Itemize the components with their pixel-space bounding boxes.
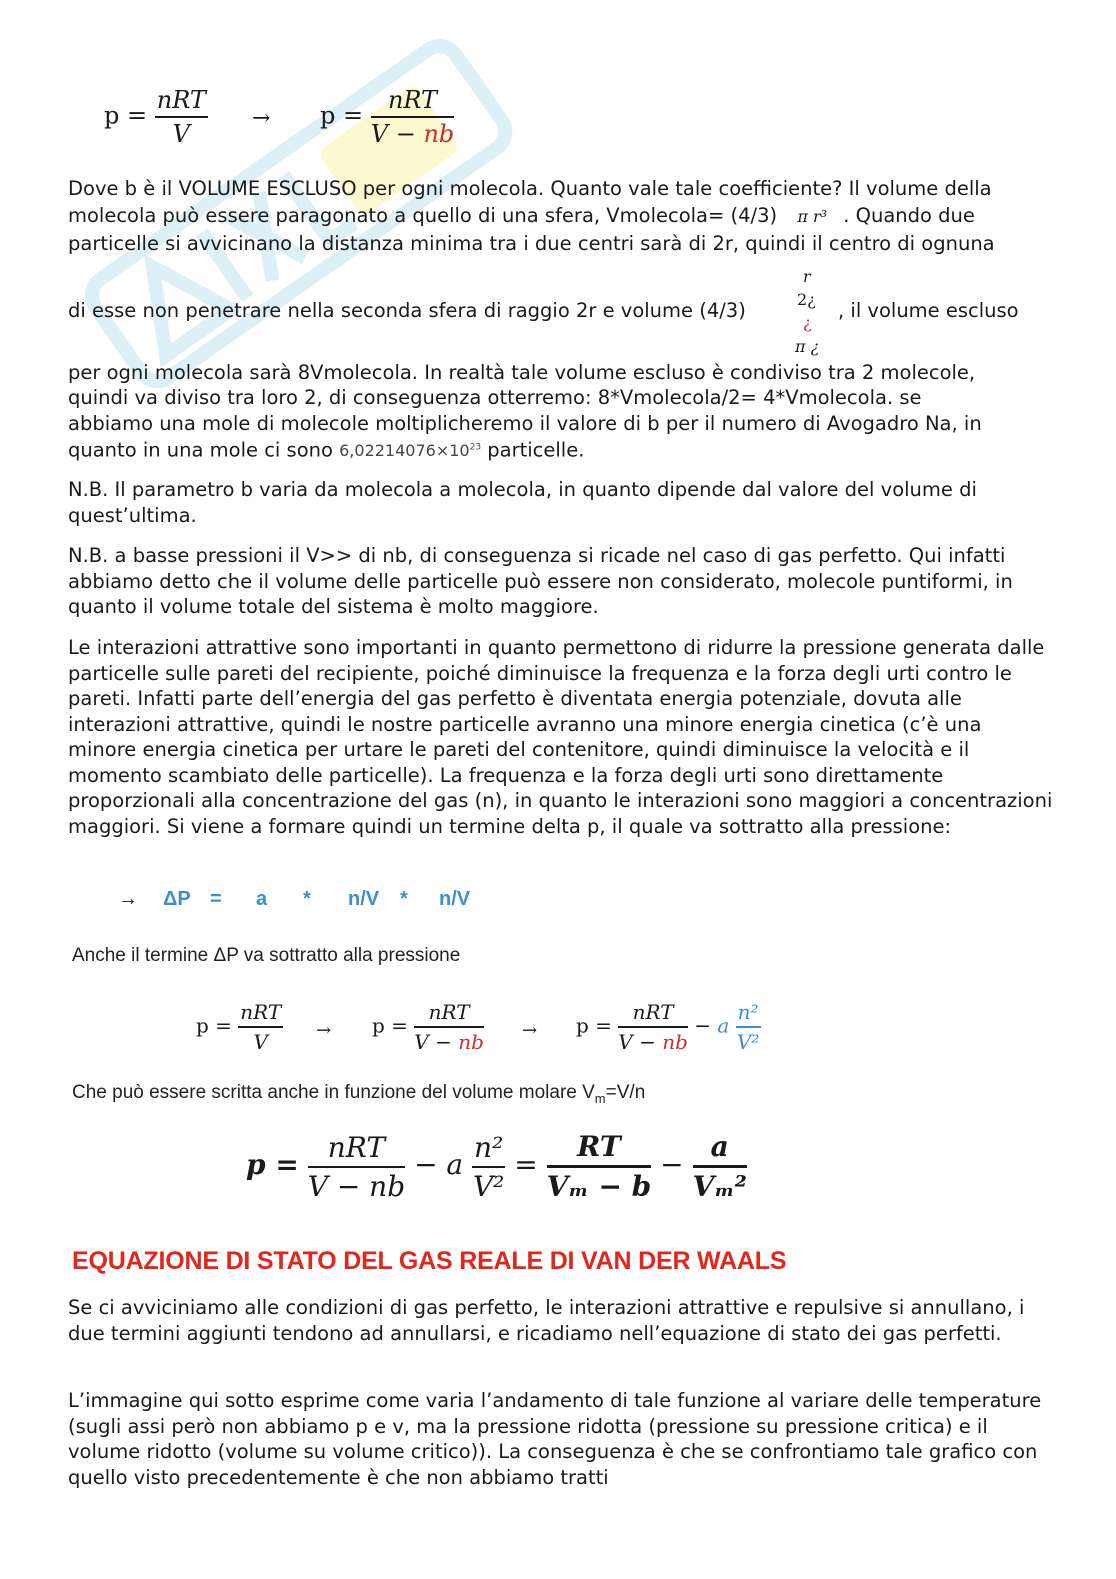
fraction	[693, 1130, 747, 1203]
formula-lhs: p =	[246, 1148, 299, 1181]
equals: =	[210, 888, 222, 910]
numerator: nRT	[371, 86, 455, 118]
denominator: V²	[736, 1030, 760, 1054]
caption-delta-p: Anche il termine ΔP va sottratto alla pressione	[72, 945, 461, 966]
den-part: V −	[414, 1030, 459, 1054]
den-nb: nb	[458, 1030, 484, 1054]
section-heading: EQUAZIONE DI STATO DEL GAS REALE DI VAN DER WAALS	[72, 1247, 787, 1275]
denominator: Vₘ − b	[546, 1170, 652, 1203]
text: di esse non penetrare nella seconda sfera di raggio 2r e volume (4/3)	[68, 299, 746, 322]
subscript: m	[594, 1090, 606, 1106]
paragraph-excluded-volume-line1: Dove b è il VOLUME ESCLUSO per ogni molecola. Quanto vale tale coefficiente? Il volume della	[68, 177, 992, 200]
arrow-icon: →	[252, 106, 271, 131]
denominator	[371, 118, 455, 148]
formula-lhs: p =	[576, 1013, 612, 1038]
fraction	[547, 1130, 652, 1203]
numerator: nRT	[238, 1000, 283, 1028]
minus: −	[660, 1148, 684, 1181]
formula-excluded	[372, 1000, 484, 1054]
formula-ideal-to-excluded	[104, 86, 208, 148]
paragraph-attractive-interactions: Le interazioni attrattive sono importanti in quanto permettono di ridurre la pressione generata dalle particelle sulle pareti del recipiente, poiché diminuisce la frequenza e la forza degli urti contro le pareti. Infatti parte dell’energia del gas perfetto è diventata energia potenziale, dovuta alle interazioni attrattive, quindi le nostre particelle avranno una minore energia cinetica (c’è una minore energia cinetica per urtare le pareti del contenitore, quindi diminuisce la velocità e il momento scambiato delle particelle). La frequenza e la forza degli urti sono direttamente proporzionali alla concentrazione del gas (n), in quanto le interazioni sono maggiori a concentrazioni maggiori. Si viene a formare quindi un termine delta p, il quale va sottratto alla pressione:	[68, 636, 1053, 838]
numerator: a	[693, 1130, 747, 1168]
text: quanto in una mole ci sono	[68, 438, 333, 462]
arrow-icon: →	[522, 1020, 538, 1041]
caption-molar-volume	[72, 1082, 645, 1106]
numerator: n²	[472, 1131, 505, 1168]
paragraph-excluded-volume-line4b: , il volume escluso	[838, 299, 1019, 322]
nb-note-2: N.B. a basse pressioni il V>> di nb, di conseguenza si ricade nel caso di gas perfetto. Qui infatti abbiamo detto che il volume delle particelle può essere non considerato, molecole puntiformi, in quanto il volume totale del sistema è molto maggiore.	[68, 544, 1013, 618]
fraction	[238, 1000, 283, 1054]
denominator: V	[172, 120, 190, 148]
formula-ideal	[196, 1000, 283, 1054]
den-part: V −	[618, 1030, 663, 1054]
sphere-volume-math: π r³	[797, 207, 828, 226]
numerator: nRT	[308, 1131, 405, 1168]
minus-a: − a	[414, 1148, 464, 1181]
glitch-q: ¿	[803, 313, 812, 332]
den-part: V −	[370, 120, 424, 148]
text: particelle.	[487, 438, 585, 462]
multiply: *	[303, 888, 311, 910]
fraction	[472, 1131, 505, 1203]
text: =V/n	[605, 1082, 646, 1103]
numerator: nRT	[414, 1000, 484, 1028]
formula-lhs: p =	[196, 1013, 232, 1038]
arrow-icon: →	[118, 888, 138, 910]
formula-lhs: p =	[320, 101, 364, 130]
equals: =	[514, 1148, 538, 1181]
delta-p: ΔP	[163, 888, 191, 910]
avogadro-exponent: 23	[469, 443, 482, 453]
den-nb: nb	[423, 120, 455, 148]
formula-excluded-volume	[320, 86, 454, 148]
glitch-pi: π ¿	[795, 337, 820, 356]
denominator	[414, 1028, 484, 1054]
denominator: V²	[472, 1169, 505, 1203]
text: Che può essere scritta anche in funzione del volume molare V	[72, 1082, 595, 1103]
fraction	[308, 1131, 405, 1203]
fraction	[155, 86, 208, 148]
multiply: *	[400, 888, 408, 910]
formula-lhs: p =	[104, 101, 148, 130]
paragraph-ideal-limit: Se ci avviciniamo alle condizioni di gas perfetto, le interazioni attrattive e repulsive si annullano, i due termini aggiunti tendono ad annullarsi, e ricadiamo nell’equazione di stato dei gas perfetti.	[68, 1296, 1025, 1345]
denominator: V − nb	[307, 1169, 406, 1203]
fraction	[414, 1000, 484, 1054]
glitch-2	[797, 290, 816, 309]
denominator: Vₘ²	[692, 1170, 747, 1203]
concentration: n/V	[439, 888, 471, 910]
avogadro-mantissa: 6,02214076×10	[339, 441, 470, 461]
denominator: V	[253, 1030, 268, 1054]
paragraph-excluded-volume-line8	[68, 436, 1053, 464]
paragraph-excluded-volume-line7: abbiamo una mole di molecole moltiplicheremo il valore di b per il numero di Avogadro Na, in	[68, 412, 982, 435]
formula-van-der-waals-full	[246, 1130, 747, 1203]
formula-lhs: p =	[372, 1013, 408, 1038]
fraction	[618, 1000, 688, 1054]
paragraph-excluded-volume-line3: particelle si avvicinano la distanza minima tra i due centri sarà di 2r, quindi il centro di ognuna	[68, 232, 995, 255]
nb-note-1: N.B. Il parametro b varia da molecola a molecola, in quanto dipende dal valore del volume di quest’ultima.	[68, 478, 977, 527]
text: molecola può essere paragonato a quello di una sfera, Vmolecola= (4/3)	[68, 204, 778, 227]
avogadro-number	[339, 441, 481, 460]
formula-van-der-waals-n	[576, 1000, 761, 1054]
concentration: n/V	[348, 888, 380, 910]
paragraph-excluded-volume-line5: per ogni molecola sarà 8Vmolecola. In realtà tale volume escluso è condiviso tra 2 molecole,	[68, 361, 976, 384]
fraction	[371, 86, 455, 148]
den-nb: nb	[662, 1030, 688, 1054]
arrow-icon: →	[316, 1020, 332, 1041]
paragraph-excluded-volume-line6: quindi va diviso tra loro 2, di conseguenza otterremo: 8*Vmolecola/2= 4*Vmolecola. se	[68, 386, 922, 409]
numerator: nRT	[618, 1000, 688, 1028]
coefficient-a: a	[717, 1013, 730, 1038]
paragraph-excluded-volume-line2	[68, 203, 1053, 230]
glitch-r: r	[803, 267, 811, 286]
minus: −	[694, 1013, 712, 1038]
text: . Quando due	[843, 204, 975, 227]
fraction	[736, 1000, 761, 1054]
numerator: nRT	[155, 86, 208, 118]
numerator: RT	[547, 1130, 652, 1168]
glitch-text: 2¿	[797, 290, 816, 309]
numerator: n²	[736, 1000, 761, 1028]
coefficient-a: a	[256, 888, 268, 910]
paragraph-reduced-variables: L’immagine qui sotto esprime come varia l’andamento di tale funzione al variare delle temperature (sugli assi però non abbiamo p e v, ma la pressione ridotta (pressione su pressione critica) e il volume ridotto (volume su volume critico)). La conseguenza è che se confrontiamo tale grafico con quello visto precedentemente è che non abbiamo tratti	[68, 1389, 1042, 1489]
denominator	[618, 1028, 688, 1054]
